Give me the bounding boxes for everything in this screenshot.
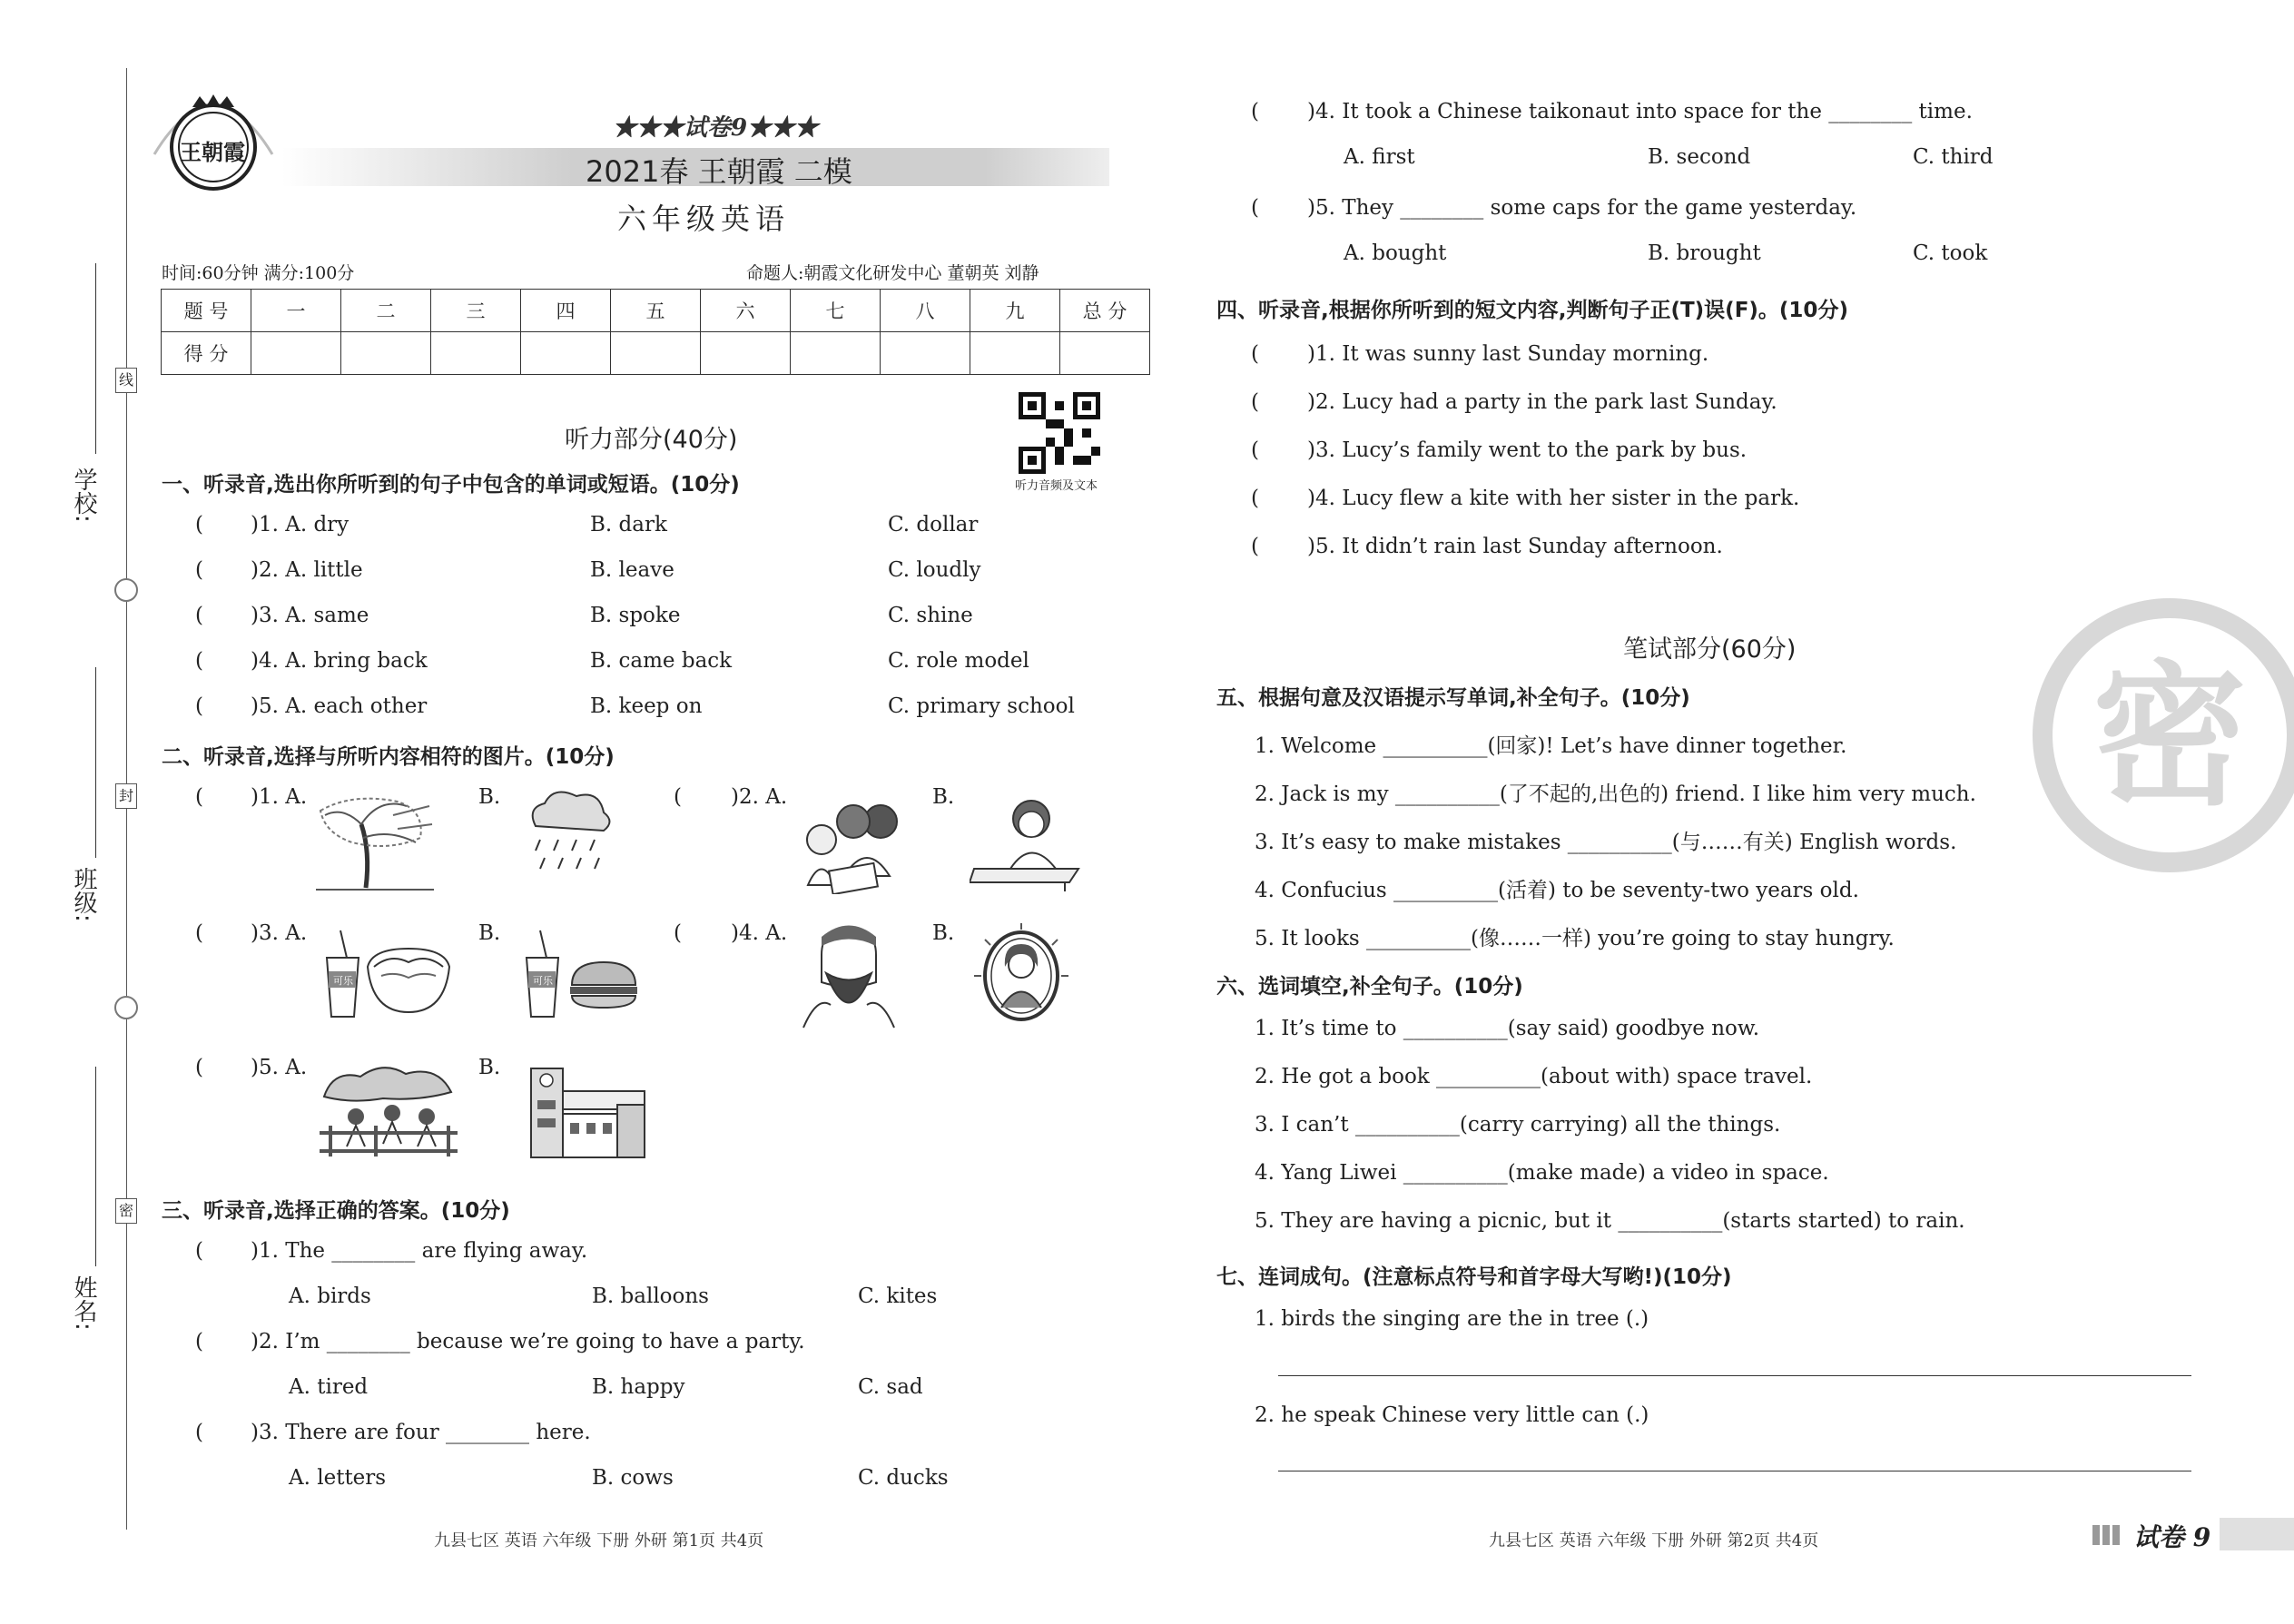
score-row-label: 得 分 bbox=[162, 332, 251, 375]
score-header-cell: 五 bbox=[611, 290, 701, 332]
footer-tag: 试卷 9 bbox=[2133, 1522, 2211, 1552]
cola-burger-picture[interactable] bbox=[517, 921, 645, 1021]
score-cell[interactable] bbox=[1060, 332, 1150, 375]
score-header-cell: 九 bbox=[970, 290, 1060, 332]
cola-label: 可乐 bbox=[533, 975, 553, 987]
s3-option-a: A. tired bbox=[289, 1375, 369, 1399]
name-field[interactable] bbox=[95, 1067, 96, 1266]
section4-title: 四、听录音,根据你所听到的短文内容,判断句子正(T)误(F)。(10分) bbox=[1216, 299, 1848, 322]
s3-question: )5. They ________ some caps for the game yesterday. bbox=[1307, 196, 1857, 220]
answer-paren[interactable]: ( bbox=[195, 649, 203, 673]
class-field[interactable] bbox=[95, 667, 96, 858]
score-header-cell: 七 bbox=[791, 290, 881, 332]
score-cell[interactable] bbox=[881, 332, 970, 375]
answer-paren[interactable]: ( bbox=[1251, 438, 1259, 462]
cola-label: 可乐 bbox=[333, 975, 353, 987]
s6-item[interactable]: 4. Yang Liwei __________(make made) a video in space. bbox=[1255, 1161, 1829, 1185]
score-cell[interactable] bbox=[521, 332, 611, 375]
s3-option-a: A. first bbox=[1344, 145, 1415, 169]
answer-paren[interactable]: ( bbox=[195, 694, 203, 718]
s4-statement: )5. It didn’t rain last Sunday afternoon. bbox=[1307, 535, 1723, 558]
s1-option-a: )3. A. same bbox=[251, 604, 369, 627]
children-park-picture[interactable] bbox=[320, 1060, 458, 1160]
s1-option-a: )5. A. each other bbox=[251, 694, 428, 718]
footer-left: 九县七区 英语 六年级 下册 外研 第1页 共4页 bbox=[434, 1531, 764, 1550]
answer-paren[interactable]: ( bbox=[195, 558, 203, 582]
cut-mark-xian: 线 bbox=[115, 368, 137, 393]
s3-option-b: B. brought bbox=[1648, 241, 1761, 265]
s5-item[interactable]: 5. It looks __________(像……一样) you’re going to stay hungry. bbox=[1255, 927, 1895, 950]
pic-label: B. bbox=[932, 921, 955, 945]
s7-item: 1. birds the singing are the in tree (.) bbox=[1255, 1307, 1649, 1331]
s7-item: 2. he speak Chinese very little can (.) bbox=[1255, 1403, 1649, 1427]
s6-item[interactable]: 2. He got a book __________(about with) space travel. bbox=[1255, 1065, 1813, 1088]
name-label: 姓名: bbox=[70, 1275, 97, 1331]
pic-label: )4. A. bbox=[731, 921, 788, 945]
footer-tag-bar bbox=[2220, 1518, 2294, 1550]
score-header-cell: 题 号 bbox=[162, 290, 251, 332]
s6-item[interactable]: 1. It’s time to __________(say said) goodbye now. bbox=[1255, 1017, 1760, 1040]
s3-option-b: B. happy bbox=[592, 1375, 685, 1399]
s1-option-a: )4. A. bring back bbox=[251, 649, 428, 673]
score-cell[interactable] bbox=[701, 332, 791, 375]
section3-title: 三、听录音,选择正确的答案。(10分) bbox=[162, 1199, 510, 1223]
ornament-icon bbox=[114, 578, 138, 602]
windy-tree-picture[interactable] bbox=[316, 788, 434, 892]
s1-option-c: C. role model bbox=[888, 649, 1029, 673]
s1-option-c: C. loudly bbox=[888, 558, 981, 582]
section5-title: 五、根据句意及汉语提示写单词,补全句子。(10分) bbox=[1216, 686, 1690, 710]
score-header-cell: 六 bbox=[701, 290, 791, 332]
answer-paren[interactable]: ( bbox=[195, 785, 203, 809]
cut-mark-feng: 封 bbox=[115, 783, 137, 809]
stamp-text: 密 bbox=[2092, 647, 2248, 827]
pic-label: B. bbox=[478, 785, 501, 809]
cola-noodles-picture[interactable] bbox=[318, 921, 454, 1021]
answer-paren[interactable]: ( bbox=[195, 1421, 203, 1444]
footer-tag-squares bbox=[2092, 1525, 2120, 1545]
section1-title: 一、听录音,选出你所听到的句子中包含的单词或短语。(10分) bbox=[162, 473, 740, 497]
answer-paren[interactable]: ( bbox=[1251, 487, 1259, 510]
time-info: 时间:60分钟 满分:100分 bbox=[162, 263, 355, 283]
school-building-picture[interactable] bbox=[527, 1064, 649, 1159]
s3-question: )2. I’m ________ because we’re going to have a party. bbox=[251, 1330, 805, 1353]
score-table bbox=[161, 289, 1150, 375]
authors: 命题人:朝霞文化研发中心 董朝英 刘静 bbox=[746, 263, 1039, 283]
score-header-cell: 八 bbox=[881, 290, 970, 332]
footer-right: 九县七区 英语 六年级 下册 外研 第2页 共4页 bbox=[1489, 1531, 1819, 1550]
s4-statement: )4. Lucy flew a kite with her sister in the park. bbox=[1307, 487, 1800, 510]
ornament-icon bbox=[114, 996, 138, 1019]
portrait-frame-picture[interactable] bbox=[967, 921, 1076, 1030]
s3-option-b: B. balloons bbox=[592, 1284, 709, 1308]
s5-item[interactable]: 3. It’s easy to make mistakes __________(与……有关) English words. bbox=[1255, 831, 1957, 854]
answer-paren[interactable]: ( bbox=[1251, 196, 1259, 220]
s1-option-c: C. dollar bbox=[888, 513, 979, 536]
answer-paren[interactable]: ( bbox=[674, 785, 682, 809]
test-number-banner: ★★★试卷9★★★ bbox=[613, 114, 819, 142]
pic-label: )3. A. bbox=[251, 921, 308, 945]
exam-title: 2021春 王朝霞 二模 bbox=[586, 154, 852, 189]
s5-item[interactable]: 2. Jack is my __________(了不起的,出色的) friend. I like him very much. bbox=[1255, 782, 1976, 806]
s4-statement: )2. Lucy had a party in the park last Sunday. bbox=[1307, 390, 1777, 414]
school-label: 学校: bbox=[70, 468, 97, 523]
qr-code-icon[interactable] bbox=[1019, 392, 1100, 474]
s6-item[interactable]: 3. I can’t __________(carry carrying) all the things. bbox=[1255, 1113, 1781, 1137]
score-header-cell: 三 bbox=[431, 290, 521, 332]
s3-option-b: B. second bbox=[1648, 145, 1751, 169]
school-field[interactable] bbox=[95, 263, 96, 454]
class-label: 班级: bbox=[70, 867, 97, 922]
section7-title: 七、连词成句。(注意标点符号和首字母大写哟!)(10分) bbox=[1216, 1265, 1732, 1289]
s3-option-a: A. birds bbox=[289, 1284, 371, 1308]
logo-text: 王朝霞 bbox=[180, 139, 245, 165]
s3-option-c: C. third bbox=[1913, 145, 1994, 169]
pic-label: B. bbox=[478, 921, 501, 945]
s3-option-a: A. letters bbox=[289, 1466, 387, 1490]
score-header-cell: 总 分 bbox=[1060, 290, 1150, 332]
s3-question: )3. There are four ________ here. bbox=[251, 1421, 591, 1444]
s5-item[interactable]: 1. Welcome __________(回家)! Let’s have dinner together. bbox=[1255, 734, 1847, 758]
s3-question: )1. The ________ are flying away. bbox=[251, 1239, 588, 1263]
score-header-cell: 一 bbox=[251, 290, 341, 332]
girls-reading-picture[interactable] bbox=[794, 794, 921, 894]
answer-paren[interactable]: ( bbox=[195, 604, 203, 627]
score-cell[interactable] bbox=[251, 332, 341, 375]
s4-statement: )1. It was sunny last Sunday morning. bbox=[1307, 342, 1709, 366]
old-man-picture[interactable] bbox=[799, 919, 899, 1032]
s6-item[interactable]: 5. They are having a picnic, but it __________(starts started) to rain. bbox=[1255, 1209, 1965, 1233]
answer-paren[interactable]: ( bbox=[674, 921, 682, 945]
answer-paren[interactable]: ( bbox=[1251, 390, 1259, 414]
pic-label: B. bbox=[478, 1056, 501, 1079]
answer-paren[interactable]: ( bbox=[195, 1330, 203, 1353]
s1-option-c: C. primary school bbox=[888, 694, 1075, 718]
s1-option-b: B. leave bbox=[590, 558, 674, 582]
score-cell[interactable] bbox=[970, 332, 1060, 375]
pic-label: )5. A. bbox=[251, 1056, 308, 1079]
cut-mark-mi: 密 bbox=[115, 1198, 137, 1224]
s1-option-b: B. came back bbox=[590, 649, 733, 673]
s1-option-b: B. spoke bbox=[590, 604, 681, 627]
s1-option-c: C. shine bbox=[888, 604, 973, 627]
s3-option-c: C. kites bbox=[858, 1284, 938, 1308]
answer-paren[interactable]: ( bbox=[195, 513, 203, 536]
s7-answer-line[interactable] bbox=[1278, 1375, 2191, 1376]
pic-label: B. bbox=[932, 785, 955, 809]
secret-stamp-icon bbox=[2029, 595, 2294, 876]
answer-paren[interactable]: ( bbox=[195, 921, 203, 945]
writing-section-title: 笔试部分(60分) bbox=[1623, 635, 1797, 664]
section6-title: 六、选词填空,补全句子。(10分) bbox=[1216, 975, 1523, 999]
s1-option-b: B. keep on bbox=[590, 694, 703, 718]
s3-option-c: C. ducks bbox=[858, 1466, 949, 1490]
answer-paren[interactable]: ( bbox=[195, 1239, 203, 1263]
s3-option-b: B. cows bbox=[592, 1466, 674, 1490]
answer-paren[interactable]: ( bbox=[1251, 100, 1259, 123]
s4-statement: )3. Lucy’s family went to the park by bus. bbox=[1307, 438, 1748, 462]
answer-paren[interactable]: ( bbox=[195, 1056, 203, 1079]
score-header-cell: 四 bbox=[521, 290, 611, 332]
pic-label: )2. A. bbox=[731, 785, 788, 809]
listening-section-title: 听力部分(40分) bbox=[565, 426, 738, 454]
score-value-row bbox=[162, 332, 1150, 375]
answer-paren[interactable]: ( bbox=[1251, 342, 1259, 366]
s1-option-a: )2. A. little bbox=[251, 558, 363, 582]
s1-option-a: )1. A. dry bbox=[251, 513, 350, 536]
s3-option-c: C. sad bbox=[858, 1375, 923, 1399]
s3-option-a: A. bought bbox=[1344, 241, 1447, 265]
s5-item[interactable]: 4. Confucius __________(活着) to be seventy-two years old. bbox=[1255, 879, 1859, 902]
score-cell[interactable] bbox=[611, 332, 701, 375]
score-cell[interactable] bbox=[341, 332, 431, 375]
answer-paren[interactable]: ( bbox=[1251, 535, 1259, 558]
score-header-cell: 二 bbox=[341, 290, 431, 332]
pic-label: )1. A. bbox=[251, 785, 308, 809]
s1-option-b: B. dark bbox=[590, 513, 667, 536]
qr-caption: 听力音频及文本 bbox=[1015, 479, 1098, 493]
section2-title: 二、听录音,选择与所听内容相符的图片。(10分) bbox=[162, 745, 615, 769]
score-cell[interactable] bbox=[431, 332, 521, 375]
exam-subject: 六年级英语 bbox=[617, 202, 791, 236]
boy-writing-picture[interactable] bbox=[970, 792, 1083, 891]
rain-cloud-picture[interactable] bbox=[517, 785, 617, 885]
score-cell[interactable] bbox=[791, 332, 881, 375]
s3-option-c: C. took bbox=[1913, 241, 1988, 265]
score-header-row bbox=[162, 290, 1150, 332]
s3-question: )4. It took a Chinese taikonaut into space for the ________ time. bbox=[1307, 100, 1973, 123]
